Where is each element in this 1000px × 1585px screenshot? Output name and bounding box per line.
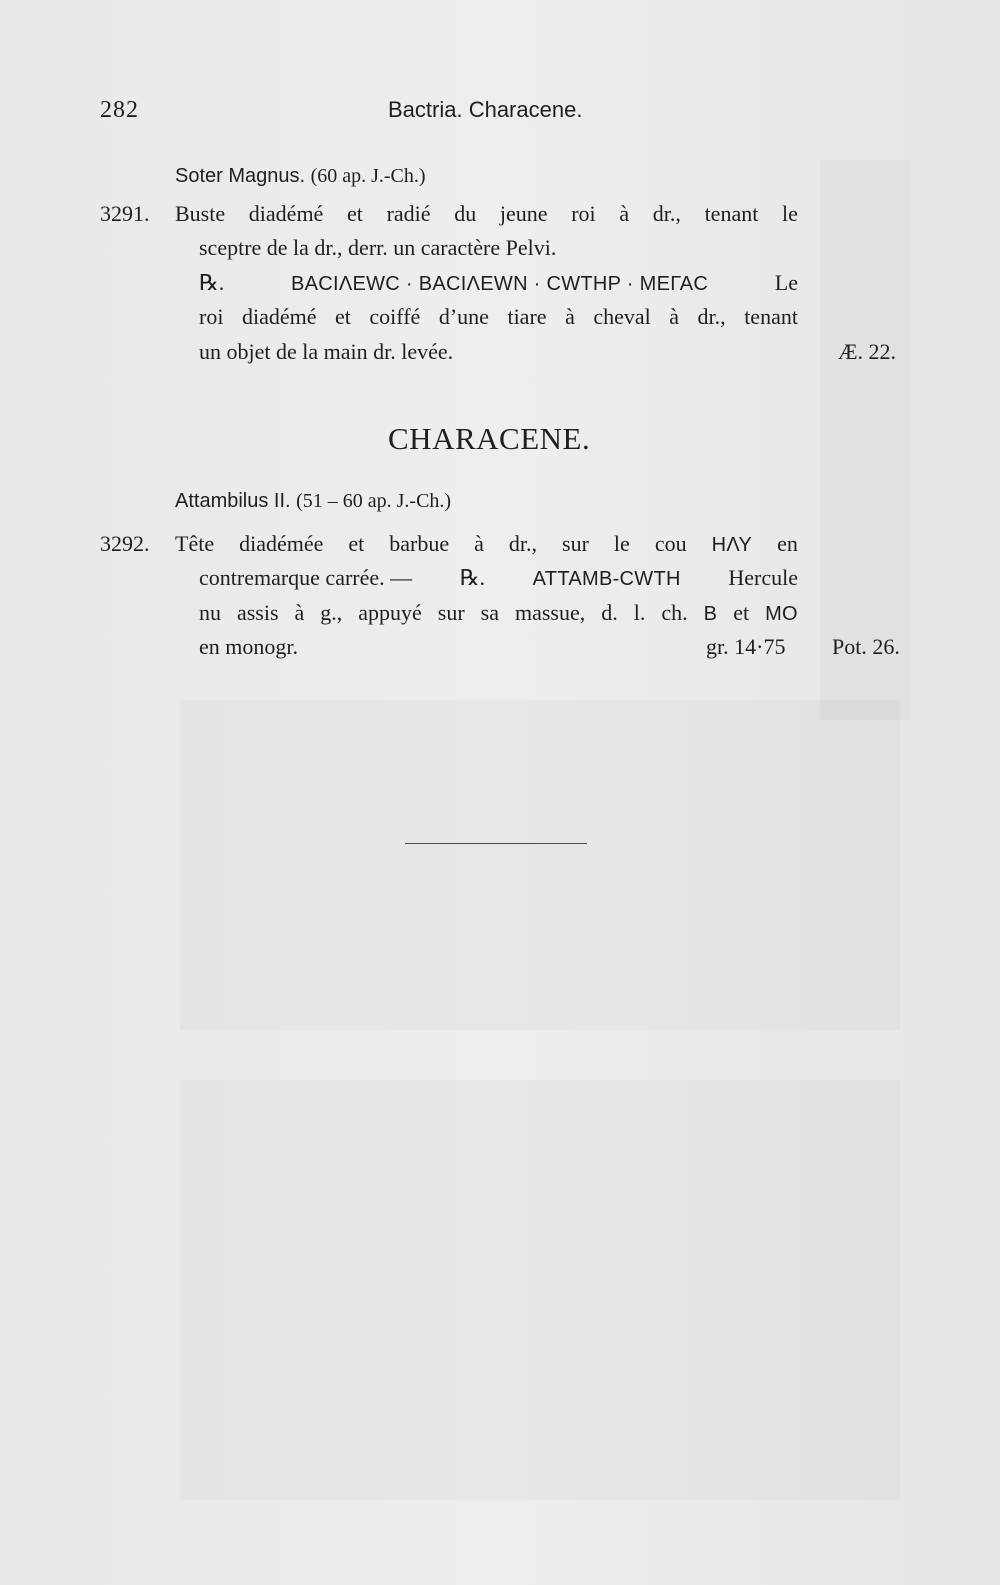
word: tenant bbox=[704, 201, 759, 226]
ruler-heading-attambilus bbox=[175, 485, 451, 515]
word: le bbox=[782, 201, 798, 226]
entry-line bbox=[175, 529, 798, 559]
weight: gr. 14·75 bbox=[706, 634, 786, 659]
countermark-legend: ΗΛΥ bbox=[711, 534, 753, 556]
ruler-date: (51 – 60 ap. J.-Ch.) bbox=[296, 490, 452, 512]
word: l. bbox=[633, 600, 646, 625]
ruler-name: Soter Magnus. bbox=[175, 165, 306, 187]
word: Tête bbox=[175, 531, 215, 556]
word: ch. bbox=[661, 600, 688, 625]
entry-line bbox=[199, 302, 798, 332]
word: en bbox=[777, 531, 798, 556]
coin-legend: ΑΤΤΑΜΒ-CWΤΗ bbox=[532, 568, 681, 590]
word: dr., bbox=[652, 201, 681, 226]
word: à bbox=[619, 201, 630, 226]
monogram-letter: Β bbox=[703, 603, 718, 625]
word: Hercule bbox=[728, 565, 798, 590]
word: g., bbox=[320, 600, 343, 625]
word: tenant bbox=[744, 304, 798, 329]
word: barbue bbox=[389, 531, 450, 556]
word: cheval bbox=[593, 304, 651, 329]
word: radié bbox=[386, 201, 431, 226]
word: et bbox=[347, 201, 363, 226]
word: à bbox=[669, 304, 680, 329]
metal-size: Pot. 26. bbox=[832, 634, 900, 659]
show-through bbox=[180, 1080, 900, 1500]
entry-line bbox=[175, 199, 798, 229]
word: roi bbox=[571, 201, 596, 226]
word: le bbox=[613, 531, 630, 556]
running-head: Bactria. Characene. bbox=[388, 97, 583, 122]
word: du bbox=[454, 201, 477, 226]
word: dr., bbox=[508, 531, 538, 556]
word: nu bbox=[199, 600, 221, 625]
word: diadémé bbox=[241, 304, 317, 329]
entry-line-legend bbox=[199, 268, 798, 298]
word: Le bbox=[774, 270, 798, 295]
word: d. bbox=[601, 600, 618, 625]
word: à bbox=[474, 531, 484, 556]
metal-size: Æ. 22. bbox=[838, 339, 897, 364]
reverse-symbol: ℞. bbox=[199, 270, 225, 295]
section-title: CHARACENE. bbox=[388, 421, 591, 456]
show-through bbox=[180, 700, 900, 1030]
page-number: 282 bbox=[100, 97, 139, 123]
section-divider bbox=[405, 843, 587, 844]
entry-line: en monogr. bbox=[199, 634, 298, 659]
word: coiffé bbox=[369, 304, 421, 329]
monogram-letters: ΜΟ bbox=[765, 603, 798, 625]
word: cou bbox=[654, 531, 687, 556]
word: dr., bbox=[697, 304, 726, 329]
word: assis bbox=[236, 600, 279, 625]
entry-text: contremarque carrée. — bbox=[199, 565, 413, 590]
word: diadémé bbox=[248, 201, 324, 226]
word: roi bbox=[199, 304, 224, 329]
coin-legend: ΒΑCΙΛΕWC · ΒΑCΙΛΕWΝ · CWΤΗΡ · ΜΕΓΑC bbox=[290, 273, 709, 295]
word: tiare bbox=[507, 304, 547, 329]
entry-line-legend bbox=[199, 563, 798, 593]
entry-line: sceptre de la dr., derr. un caractère Pelvi. bbox=[199, 235, 557, 260]
ruler-name: Attambilus II. bbox=[175, 490, 291, 512]
entry-line bbox=[199, 598, 798, 628]
word: et bbox=[733, 600, 750, 625]
reverse-symbol: ℞. bbox=[459, 565, 486, 590]
word: et bbox=[348, 531, 365, 556]
entry-number: 3291. bbox=[100, 201, 150, 226]
word: d’une bbox=[438, 304, 489, 329]
word: sur bbox=[562, 531, 589, 556]
word: massue, bbox=[514, 600, 586, 625]
entry-number: 3292. bbox=[100, 531, 150, 556]
word: appuyé bbox=[358, 600, 422, 625]
ruler-date: (60 ap. J.-Ch.) bbox=[310, 165, 426, 187]
ruler-heading-soter bbox=[175, 160, 426, 190]
word: Buste bbox=[175, 201, 226, 226]
word: à bbox=[565, 304, 575, 329]
word: sur bbox=[437, 600, 465, 625]
entry-line: un objet de la main dr. levée. bbox=[199, 339, 454, 364]
word: et bbox=[335, 304, 351, 329]
word: diadémée bbox=[239, 531, 324, 556]
word: à bbox=[294, 600, 305, 625]
word: sa bbox=[480, 600, 499, 625]
word: jeune bbox=[499, 201, 548, 226]
